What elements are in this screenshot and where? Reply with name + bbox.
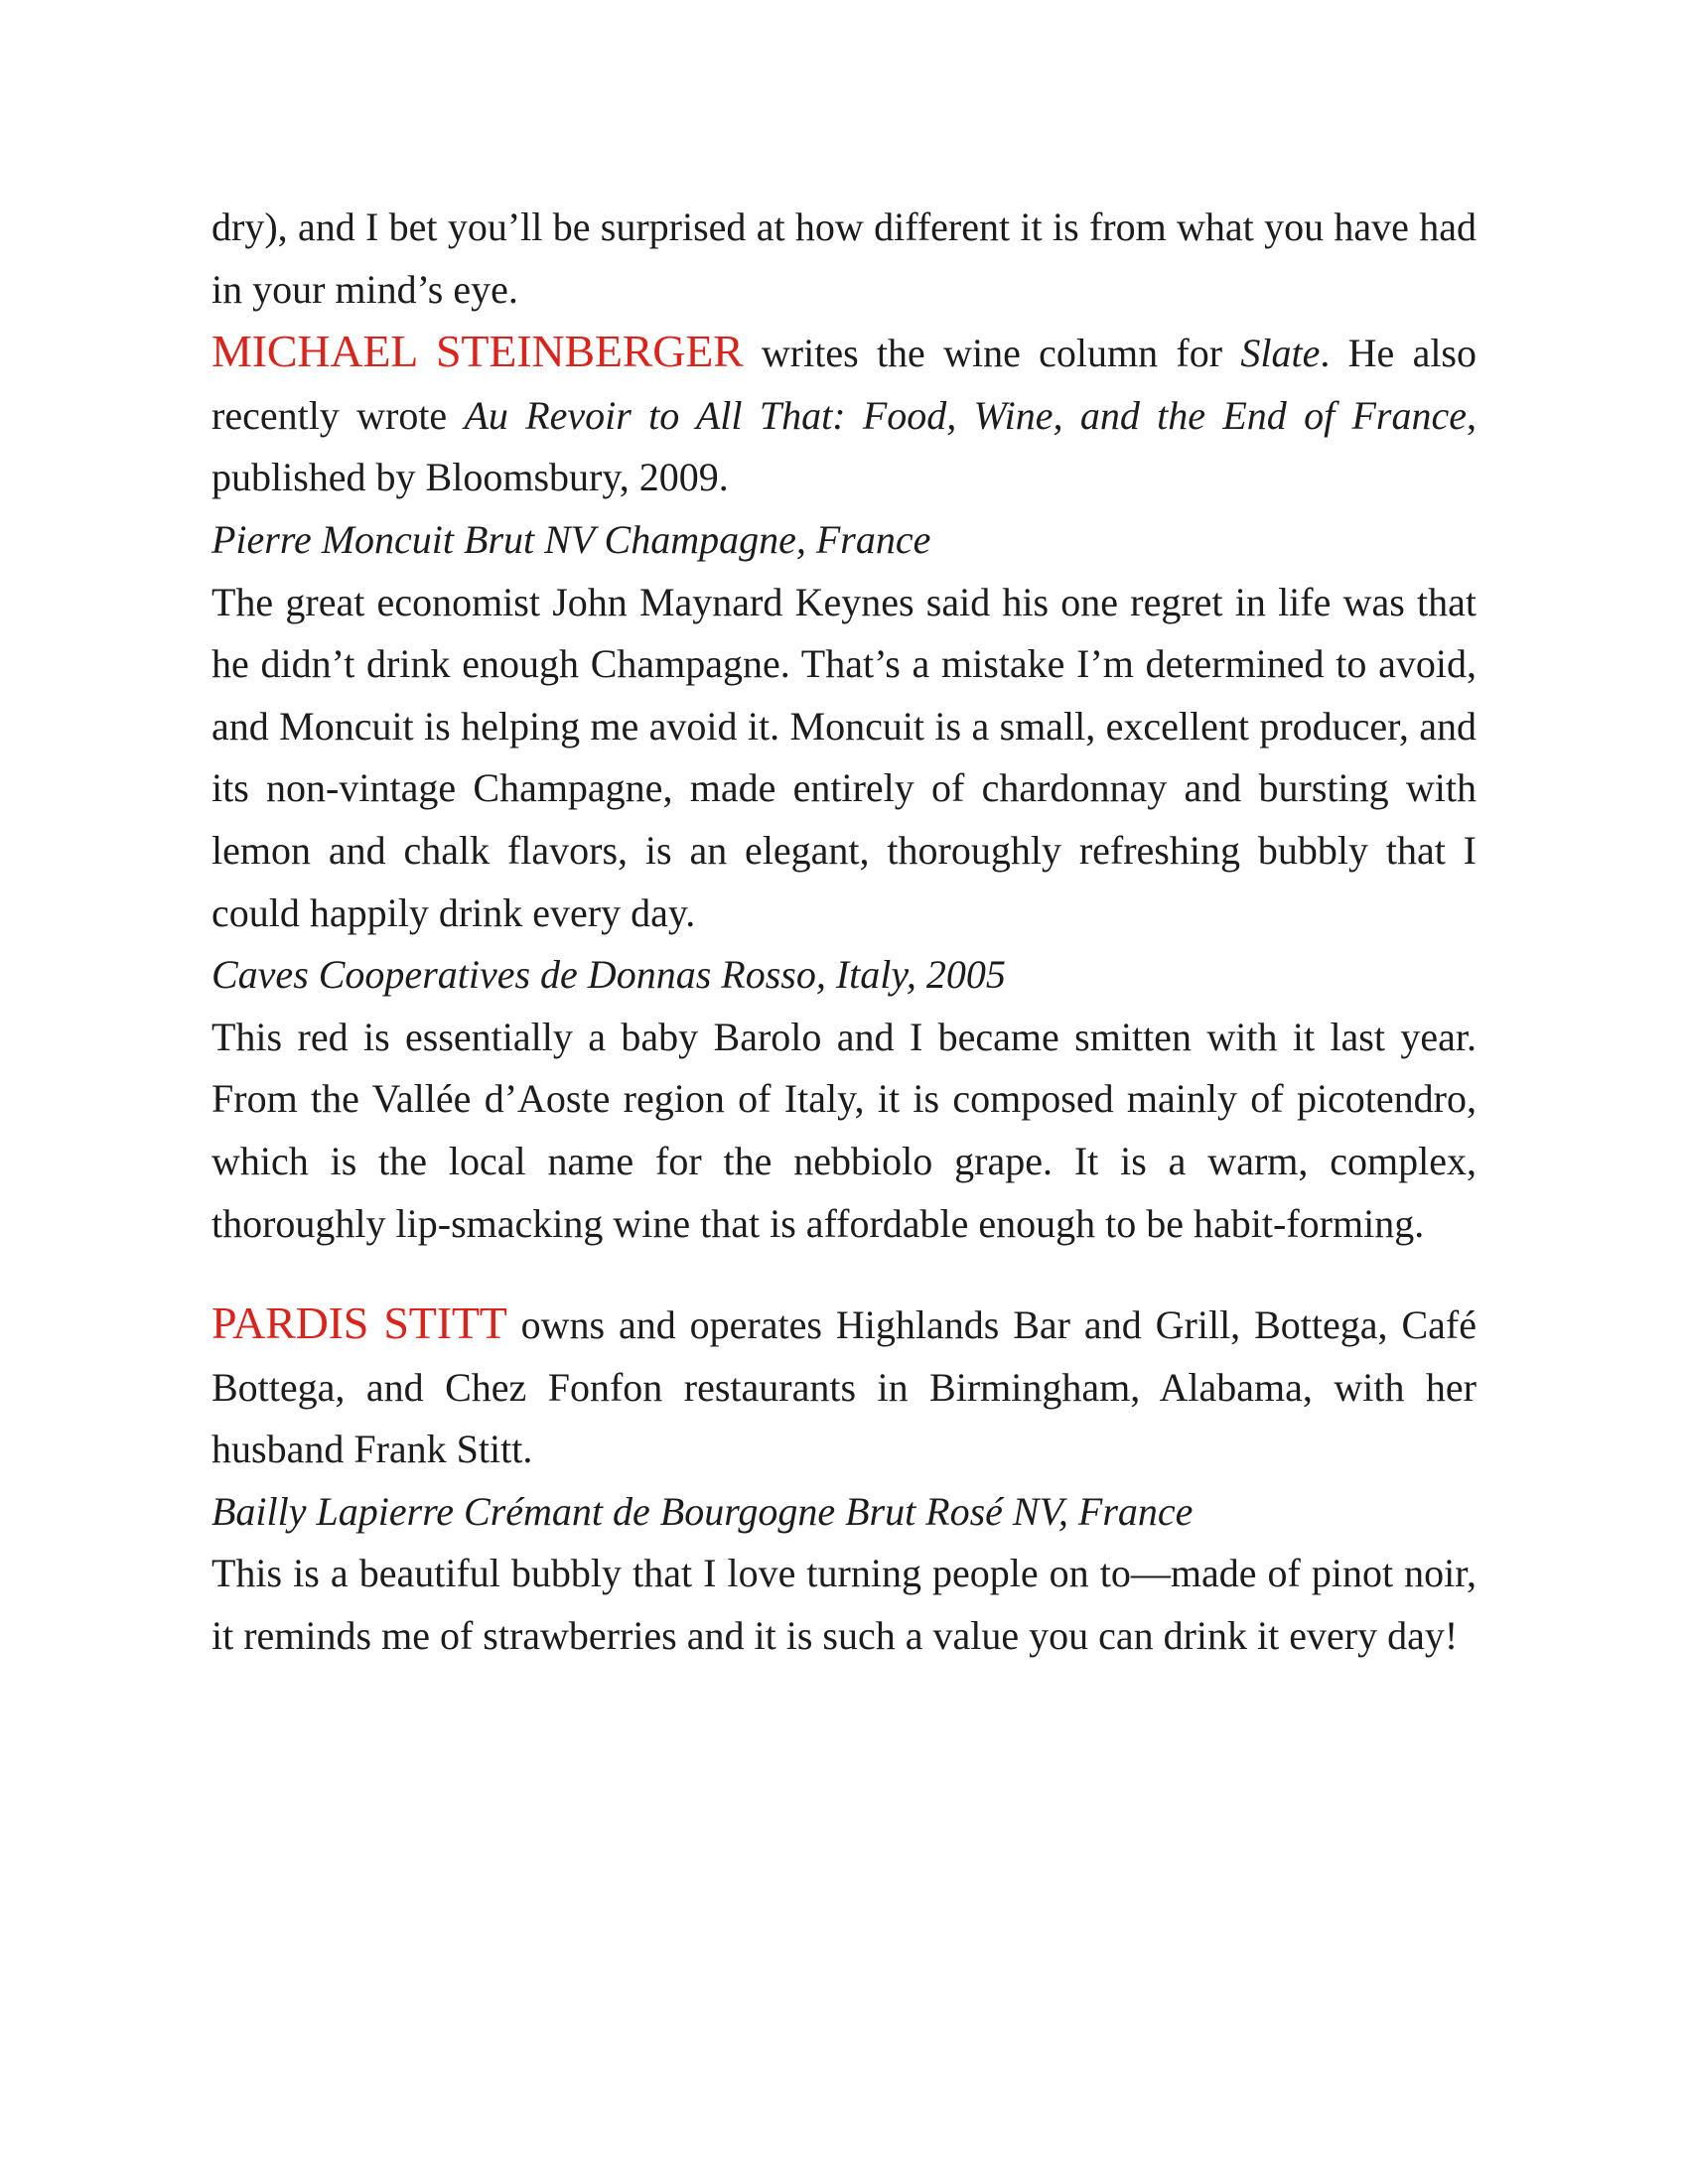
contributor-bio-stitt — [211, 1293, 1477, 1481]
bio-text: . He also recently wrote — [211, 331, 1477, 438]
wine-description: This is a beautiful bubbly that I love turning people on to—made of pinot noir, it reminds me of strawberries and it is such a value you can drink it every day! — [211, 1551, 1477, 1659]
continuation-paragraph: dry), and I bet you’ll be surprised at how different it is from what you have had in your mind’s eye. — [211, 205, 1477, 312]
contributor-bio-steinberger — [211, 321, 1477, 509]
wine-title: Bailly Lapierre Crémant de Bourgogne Brut Rosé NV, France — [211, 1488, 1194, 1534]
wine-description: This red is essentially a baby Barolo and I became smitten with it last year. From the Vallée d’Aoste region of Italy, it is composed mainly of picotendro, which is the local name for the nebbiolo grape. It is a warm, complex, thoroughly lip-smacking wine that is affordable enough to be habit-forming. — [211, 1014, 1477, 1246]
bio-text: owns and operates Highlands Bar and Grill, Bottega, Café Bottega, and Chez Fonfon restaurants in Birmingham, Alabama, with her husband Frank Stitt. — [211, 1302, 1477, 1472]
wine-title: Caves Cooperatives de Donnas Rosso, Italy, 2005 — [211, 952, 1006, 998]
bio-text: writes the wine column for — [743, 331, 1241, 376]
bio-text: , published by Bloomsbury, 2009. — [211, 392, 1477, 500]
wine-title: Pierre Moncuit Brut NV Champagne, France — [211, 516, 931, 562]
book-title: Au Revoir to All That: Food, Wine, and the End of France — [464, 392, 1467, 438]
publication-title: Slate — [1240, 331, 1321, 376]
document-page — [211, 197, 1477, 1668]
wine-description: The great economist John Maynard Keynes said his one regret in life was that he didn’t drink enough Champagne. That’s a mistake I’m determined to avoid, and Moncuit is helping me avoid it. Moncuit is a small, excellent producer, and its non-vintage Champagne, made entirely of chardonnay and bursting with lemon and chalk flavors, is an elegant, thoroughly refreshing bubbly that I could happily drink every day. — [211, 579, 1477, 935]
contributor-name: MICHAEL STEINBERGER — [211, 326, 744, 377]
contributor-name: PARDIS STITT — [211, 1297, 507, 1349]
